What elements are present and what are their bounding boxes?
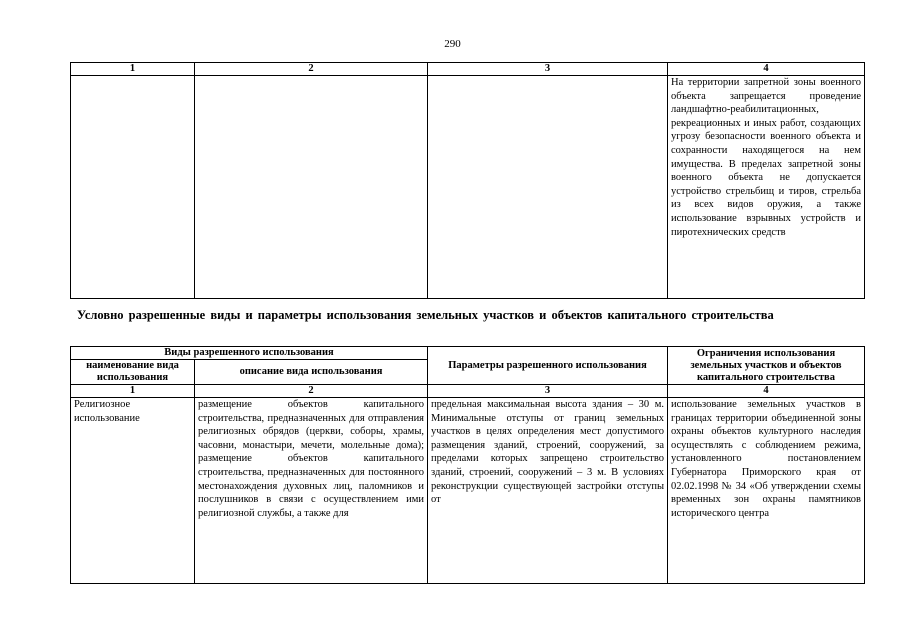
use-parameters: предельная максимальная высота здания – 30 м. Минимальные отступы от границ земельных участков в целях определения мест допустимого размещения зданий, строений, сооружений, за пределами которых запрещено строительство зданий, строений, сооружений – 3 м. В условиях реконструкции существующей застройки отступы от: [431, 399, 665, 506]
empty-cell-2: [195, 76, 428, 299]
use-description: размещение объектов капитального строительства, предназначенных для отправления религиозных обрядов (церкви, соборы, храмы, часовни, монастыри, мечети, молельные дома); размещение объектов капитального строительства, предназначенных для постоянного местонахождения духовных лиц, паломников и послушников в связи с осуществлением ими религиозной службы, а также для: [198, 399, 425, 519]
use-description-cell: [195, 398, 428, 584]
empty-cell-1: [71, 76, 195, 299]
use-restrictions-cell: [668, 398, 865, 584]
group-header: Виды разрешенного использования: [71, 347, 428, 360]
col-number-1: 1: [71, 63, 195, 76]
col-number-3: 3: [428, 385, 668, 398]
use-parameters-cell: [428, 398, 668, 584]
restriction-text: На территории запретной зоны военного объекта запрещается проведение ландшафтно-реабилитационных, рекреационных и иных работ, создающих угрозу безопасности военного объекта и сохранности находящегося на нем имущества. В пределах запретной зоны военного объекта не допускается устройство стрельбищ и тиров, стрельба из всех видов оружия, а также использование взрывных устройств и пиротехнических средств: [668, 76, 865, 299]
description-header: описание вида использования: [195, 360, 428, 385]
use-restrictions: использование земельных участков в границах территории объединенной зоны охраны объектов культурного наследия осуществлять с соблюдением режима, установленного постановлением Губернатора Приморского края от 02.02.1998 № 34 «Об утверждении схемы временных зон охраны памятников исторического центра: [671, 399, 862, 519]
column-number-row: [71, 63, 865, 76]
col-number-4: 4: [668, 63, 865, 76]
use-name: Религиозное использование: [74, 399, 140, 424]
name-header: наименование вида использования: [71, 360, 195, 385]
section-heading: Условно разрешенные виды и параметры использования земельных участков и объектов капитального строительства: [77, 308, 774, 322]
restrictions-header: Ограничения использования земельных участков и объектов капитального строительства: [668, 347, 865, 385]
page-number: 290: [444, 38, 461, 50]
column-number-row: [71, 385, 865, 398]
use-name-cell: [71, 398, 195, 584]
conditional-use-table: [70, 346, 865, 584]
col-number-2: 2: [195, 385, 428, 398]
col-number-4: 4: [668, 385, 865, 398]
table-row: [71, 76, 865, 299]
continuation-table: [70, 62, 865, 299]
col-number-3: 3: [428, 63, 668, 76]
col-number-2: 2: [195, 63, 428, 76]
table-row: [71, 398, 865, 584]
col-number-1: 1: [71, 385, 195, 398]
params-header: Параметры разрешенного использования: [428, 347, 668, 385]
empty-cell-3: [428, 76, 668, 299]
header-row: [71, 347, 865, 360]
